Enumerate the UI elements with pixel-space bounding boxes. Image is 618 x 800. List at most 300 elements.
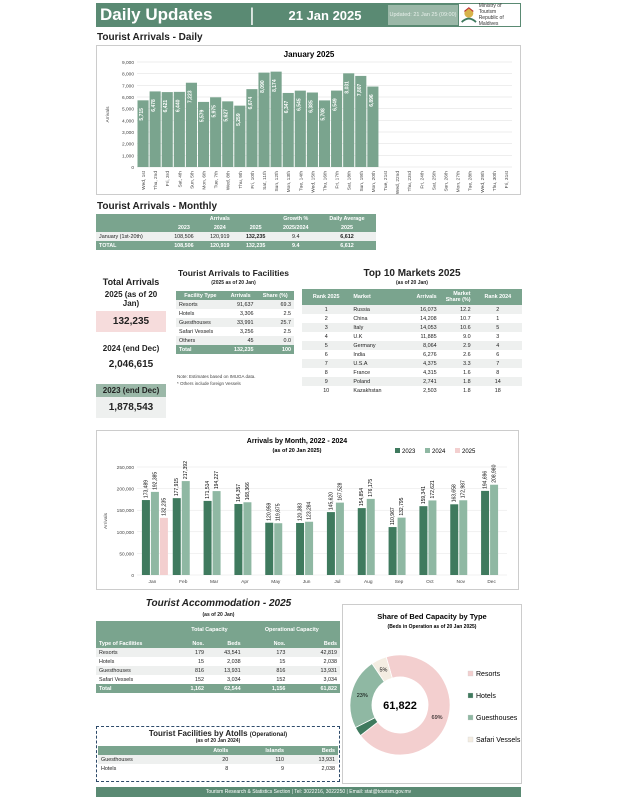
cell: Others [176, 336, 225, 345]
pie-slice-label: 69% [431, 715, 443, 722]
cell: 4 [474, 341, 522, 350]
facilities-subtitle: (2025 as of 20 Jan) [211, 280, 256, 286]
table-total-row [176, 345, 294, 354]
cell: Kazakhstan [353, 387, 382, 394]
cell: U.K [353, 333, 363, 340]
cell: 2 [324, 315, 328, 322]
month-bar [305, 522, 313, 575]
pie-title: Share of Bed Capacity by Type [377, 612, 487, 621]
x-tick-label: Nov [456, 580, 466, 585]
atolls-table [98, 746, 338, 773]
cell: 2.5 [283, 310, 291, 317]
th: Arrivals [401, 289, 440, 305]
cell: 2.5 [283, 328, 291, 335]
monthly-h-daily: Daily Average [318, 214, 376, 223]
y-tick-label: 4,000 [121, 119, 134, 125]
cell: 33,991 [225, 318, 257, 327]
x-tick-label: Tue, 14th [299, 171, 305, 192]
x-tick-label: Thu, 16th [323, 171, 329, 192]
markets-subtitle: (as of 20 Jan) [396, 280, 428, 286]
x-tick-label: Mon, 6th [202, 171, 208, 190]
cell: 9.0 [463, 333, 471, 340]
month-bar [327, 512, 335, 575]
cell: Hotels [179, 310, 195, 317]
cell: 110 [231, 755, 287, 764]
legend-label: 2025 [462, 449, 476, 455]
daily-bar-label: 6,549 [332, 98, 339, 111]
th: Market [350, 289, 401, 305]
daily-bar-label: 6,545 [296, 98, 303, 111]
table-row [176, 327, 294, 336]
th: Facility Type [176, 291, 225, 300]
ministry-logo-box [459, 4, 520, 26]
daily-bar-label: 5,715 [139, 108, 146, 121]
cell: 6,612 [318, 241, 376, 250]
cell: January (1st-20th) [96, 232, 166, 241]
month-bar [173, 498, 181, 575]
x-tick-label: Fri, 17th [335, 171, 341, 189]
bed-capacity-pie-chart [343, 605, 521, 783]
cell: 9 [280, 765, 284, 772]
cell: India [353, 351, 366, 358]
table-row [302, 323, 522, 332]
cell: 1 [496, 315, 500, 322]
accommodation-table [96, 621, 340, 693]
x-tick-label: Thu, 9th [238, 171, 244, 189]
x-tick-label: Sun, 26th [444, 171, 450, 192]
th [98, 746, 184, 755]
x-tick-label: Sat, 4th [178, 171, 184, 188]
month-bar-label: 168,366 [244, 482, 251, 501]
cell: 7 [302, 359, 350, 368]
cell: 15 [279, 658, 286, 665]
legend-swatch [468, 671, 473, 676]
arrivals-by-month-chart [97, 431, 518, 589]
daily-chart-frame [96, 45, 521, 195]
x-tick-label: Apr [241, 580, 249, 585]
cell: 6,612 [318, 232, 376, 241]
cell: 8 [324, 369, 328, 376]
daily-bar-label: 5,975 [211, 105, 218, 118]
cell: 816 [244, 666, 289, 675]
cell: Safari Vessels [99, 676, 134, 683]
x-tick-label: Aug [363, 580, 373, 585]
report-date: 21 Jan 2025 [288, 7, 362, 23]
th: Islands [231, 746, 287, 755]
table-row [302, 341, 522, 350]
monthly-table [96, 214, 376, 250]
y-axis-label: Arrivals [104, 513, 109, 529]
cell: Guesthouses [176, 318, 225, 327]
month-bar [151, 492, 159, 575]
x-tick-label: Thu, 30th [492, 171, 498, 192]
cell: 8 [225, 765, 229, 772]
cell: 108,506 [166, 241, 202, 250]
y-tick-label: 250,000 [116, 466, 134, 471]
month-bar-label: 123,284 [306, 501, 313, 520]
total-arrivals-panel [96, 277, 166, 418]
th: Nos. [244, 639, 289, 648]
month-bar [481, 491, 489, 575]
ministry-name: Ministry of Tourism [478, 3, 502, 15]
cell: 5 [474, 323, 522, 332]
cell: 6 [496, 351, 500, 358]
table-row [302, 332, 522, 341]
cell: 9 [302, 377, 350, 386]
cell: 2,038 [323, 658, 337, 665]
table-row [176, 300, 294, 309]
bed-share-frame [342, 604, 522, 784]
x-tick-label: Jul [334, 580, 341, 585]
y-tick-label: 1,000 [121, 154, 134, 160]
markets-table [302, 289, 522, 395]
facilities-note: Note: Estimates based on IMUGA data. [177, 374, 256, 379]
th: Atolls [184, 746, 232, 755]
monthly-h-da: 2025 [318, 223, 376, 232]
th: Beds [207, 639, 244, 648]
daily-bar-label: 8,031 [344, 81, 351, 94]
x-tick-label: Wed, 1st [142, 171, 148, 190]
x-tick-label: Wed, 8th [226, 171, 232, 191]
cell: 3.3 [440, 359, 474, 368]
legend-label: Safari Vessels [476, 737, 521, 744]
x-tick-label: Feb [179, 580, 188, 585]
daily-bar-label: 8,090 [260, 80, 267, 93]
th: Share (%) [256, 291, 294, 300]
x-tick-label: Mar [209, 580, 219, 585]
monthly-chart-subtitle: (as of 20 Jan 2025) [272, 448, 322, 454]
month-bar-label: 119,875 [275, 503, 282, 522]
daily-bar-label: 6,347 [284, 100, 291, 114]
y-tick-label: 2,000 [121, 142, 134, 148]
atolls-title: Tourist Facilities by Atolls [148, 729, 248, 738]
table-row [96, 657, 340, 666]
th: Operational Capacity [244, 621, 340, 639]
pie-subtitle: (Beds in Operation as of 20 Jan 2025) [387, 624, 477, 630]
page-title: Daily Updates [100, 5, 213, 24]
monthly-chart-title: Arrivals by Month, 2022 - 2024 [246, 438, 348, 445]
table-row [302, 368, 522, 377]
facilities-title: Tourist Arrivals to Facilities [177, 268, 289, 278]
month-bar [213, 491, 221, 575]
cell: 13,931 [288, 666, 340, 675]
month-bar-label: 110,967 [390, 507, 397, 526]
facilities-table [176, 291, 294, 354]
x-tick-label: Tue, 28th [468, 171, 474, 192]
legend-label: 2023 [402, 449, 416, 455]
table-row [96, 666, 340, 675]
daily-section-title: Tourist Arrivals - Daily [97, 32, 203, 43]
month-bar-label: 145,620 [328, 492, 335, 511]
month-bar-label: 171,514 [205, 480, 212, 499]
month-bar-label: 167,528 [337, 482, 344, 501]
cell: 3,034 [323, 676, 337, 683]
y-tick-label: 8,000 [121, 72, 134, 78]
y-tick-label: 150,000 [116, 509, 134, 515]
cell: 3,306 [239, 310, 254, 317]
daily-bar-label: 5,627 [223, 109, 230, 122]
x-tick-label: Sep [394, 580, 404, 585]
value-2024: 2,046,615 [108, 359, 154, 370]
table-row [302, 350, 522, 359]
month-bar-label: 154,854 [359, 488, 366, 507]
cell: 2,741 [401, 377, 440, 386]
x-tick-label: Wed, 29th [480, 171, 486, 193]
cell: Hotels [101, 765, 117, 772]
x-tick-label: Jun [302, 580, 311, 585]
accommodation-title: Tourist Accommodation - 2025 [145, 598, 292, 609]
value-2025: 132,235 [96, 311, 166, 332]
x-tick-label: Fri, 31st [504, 171, 510, 189]
table-row [302, 359, 522, 368]
cell: 9.4 [274, 241, 318, 250]
cell: 132,235 [225, 345, 257, 354]
cell: Resorts [176, 300, 225, 309]
monthly-section-title: Tourist Arrivals - Monthly [97, 201, 218, 212]
cell: Guesthouses [98, 755, 184, 764]
month-bar-label: 120,383 [297, 502, 304, 521]
monthly-h-2025: 2025 [238, 223, 274, 232]
cell: Poland [350, 377, 401, 386]
x-tick-label: Sat, 25th [432, 171, 438, 191]
pie-center-value: 61,822 [383, 700, 417, 712]
month-bar-label: 217,392 [183, 461, 190, 480]
month-bar [182, 481, 190, 575]
x-tick-label: Thu, 23rd [408, 171, 414, 192]
cell: 4 [324, 333, 328, 340]
daily-bar-label: 7,223 [187, 90, 194, 103]
daily-arrivals-chart [97, 46, 520, 194]
month-bar-label: 192,385 [152, 471, 159, 490]
table-total-row [96, 684, 340, 693]
month-bar [296, 523, 304, 575]
cell: 2.9 [440, 341, 474, 350]
cell: 43,541 [207, 648, 244, 657]
month-bar-label: 173,489 [143, 479, 150, 499]
monthly-h-growth: Growth % [274, 214, 318, 223]
daily-bar-label: 5,708 [320, 108, 327, 121]
cell: TOTAL [96, 241, 166, 250]
x-tick-label: Dec [487, 580, 496, 585]
cell: Safari Vessels [179, 328, 214, 335]
title-separator: | [249, 4, 255, 25]
value-2023: 1,878,543 [96, 397, 166, 418]
legend-swatch [395, 448, 400, 453]
month-bar-label: 194,696 [482, 470, 489, 489]
monthly-chart-frame [96, 430, 519, 590]
x-tick-label: Mon, 13th [287, 171, 293, 193]
cell: 25.7 [256, 318, 294, 327]
daily-bar-label: 6,385 [308, 100, 315, 113]
facilities-note-others: * Others include foreign Vessels [177, 381, 241, 386]
legend-swatch [468, 693, 473, 698]
month-bar [243, 502, 251, 575]
x-tick-label: Sat, 11th [263, 171, 269, 190]
cell: 1.8 [463, 387, 471, 394]
monthly-h-gr: 2025/2024 [274, 223, 318, 232]
daily-bar-label: 5,579 [199, 109, 206, 123]
monthly-h-2024: 2024 [202, 223, 238, 232]
legend-label: Resorts [476, 671, 501, 678]
cell: 2,503 [423, 387, 437, 394]
cell: 14 [474, 377, 522, 386]
cell: 15 [198, 658, 205, 665]
cell: 13,931 [207, 666, 244, 675]
cell: 2,038 [227, 658, 241, 665]
y-tick-label: 100,000 [116, 530, 134, 536]
cell: 152 [195, 676, 205, 683]
month-bar [265, 523, 273, 575]
y-tick-label: 6,000 [121, 96, 134, 101]
cell: Russia [350, 305, 401, 314]
table-row [96, 232, 376, 241]
month-bar [274, 523, 282, 575]
month-bar-label: 172,621 [429, 480, 436, 499]
month-bar [428, 500, 436, 575]
y-tick-label: 7,000 [121, 84, 134, 90]
x-tick-label: Tue, 21st [383, 171, 389, 191]
th: Beds [288, 639, 340, 648]
daily-bar-label: 5,259 [235, 113, 242, 126]
cell: 8 [496, 369, 500, 376]
th: Rank 2024 [474, 289, 522, 305]
cell: 10.7 [460, 315, 471, 322]
cell: 5 [302, 341, 350, 350]
cell: 14,053 [401, 323, 440, 332]
th: Arrivals [225, 291, 257, 300]
x-tick-label: Sat, 18th [347, 171, 353, 191]
y-tick-label: 50,000 [119, 552, 134, 558]
x-tick-label: Mon, 20th [371, 171, 377, 193]
cell: 152 [276, 676, 286, 683]
month-bar-label: 164,357 [235, 483, 242, 502]
x-tick-label: Fri, 10th [250, 171, 256, 189]
month-bar-label: 132,235 [161, 497, 168, 516]
cell: 4,315 [423, 369, 437, 376]
daily-bar-label: 6,440 [175, 99, 182, 113]
month-bar-label: 120,959 [266, 502, 273, 521]
x-tick-label: Mon, 27th [456, 171, 462, 193]
y-tick-label: 3,000 [121, 131, 134, 136]
daily-bar-label: 7,807 [356, 83, 363, 97]
month-bar [358, 508, 366, 575]
cell: 120,919 [202, 241, 238, 250]
cell: 2.6 [463, 351, 471, 358]
x-tick-label: Fri, 24th [420, 171, 426, 189]
cell: 20 [184, 755, 232, 764]
month-bar-label: 163,658 [451, 484, 458, 503]
legend-swatch [425, 448, 430, 453]
th: Nos. [175, 639, 207, 648]
cell: 3,256 [239, 328, 254, 335]
cell: 2,038 [321, 765, 335, 772]
cell: U.S.A [350, 359, 401, 368]
cell: 132,235 [238, 232, 274, 241]
cell: 69.3 [256, 300, 294, 309]
legend-swatch [468, 737, 473, 742]
cell: 91,637 [225, 300, 257, 309]
cell: 3 [496, 333, 500, 340]
atolls-subtitle: (as of 20 Jan 2024) [195, 738, 241, 744]
table-row [98, 755, 338, 764]
x-tick-label: Sun, 12th [275, 171, 281, 192]
accommodation-subtitle: (as of 20 Jan) [202, 612, 235, 618]
ministry-emblem-icon [459, 5, 479, 25]
y-tick-label: 0 [131, 166, 134, 171]
cell: 4,375 [401, 359, 440, 368]
legend-swatch [468, 715, 473, 720]
month-bar [204, 501, 212, 575]
month-bar-label: 208,980 [491, 464, 498, 483]
month-bar-label: 176,175 [368, 478, 375, 497]
cell: 8,064 [401, 341, 440, 350]
table-row [98, 764, 338, 773]
atolls-title-row [97, 729, 339, 738]
month-bar [398, 518, 406, 575]
daily-bar-label: 8,174 [272, 79, 279, 92]
table-row [302, 377, 522, 386]
cell: 120,919 [202, 232, 238, 241]
cell: 6,276 [423, 351, 437, 358]
cell: 13,931 [287, 755, 338, 764]
x-tick-label: Thu, 2nd [154, 171, 160, 190]
cell: 1 [302, 305, 350, 314]
th: Total Capacity [175, 621, 243, 639]
atolls-title-suffix: (Operational) [249, 732, 288, 738]
cell: France [353, 369, 371, 376]
y-tick-label: 200,000 [116, 487, 134, 493]
footer: Tourism Research & Statistics Section | Tel: 3022216, 3022250 | Email: stat@tourism.gov.mv [96, 787, 521, 797]
month-bar-label: 194,227 [214, 471, 221, 490]
cell: 1,156 [244, 684, 289, 693]
legend-swatch [455, 448, 460, 453]
month-bar [419, 506, 427, 575]
cell: Italy [350, 323, 401, 332]
y-tick-label: 5,000 [121, 107, 134, 113]
header-bar [96, 3, 521, 27]
y-tick-label: 9,000 [121, 61, 134, 66]
label-2025: 2025 (as of 20 Jan) [104, 290, 158, 308]
cell: 10 [323, 387, 330, 394]
y-axis-label: Arrivals [106, 106, 111, 123]
month-bar [234, 504, 242, 575]
cell: 1.6 [463, 369, 471, 376]
cell: 16,073 [401, 305, 440, 314]
x-tick-label: Oct [426, 580, 434, 585]
cell: Total [176, 345, 225, 354]
month-bar [336, 503, 344, 575]
cell: 1.8 [440, 377, 474, 386]
legend-label: 2024 [432, 449, 446, 455]
daily-bar-label: 6,478 [151, 99, 158, 112]
cell: 3,034 [227, 676, 241, 683]
daily-bar-label: 6,674 [247, 96, 254, 110]
table-row [96, 675, 340, 684]
cell: 179 [175, 648, 207, 657]
month-bar [389, 527, 397, 575]
cell: 0.0 [256, 336, 294, 345]
cell: 61,822 [288, 684, 340, 693]
cell: 11,885 [420, 333, 437, 340]
table-row [302, 314, 522, 323]
cell: Total [96, 684, 175, 693]
cell: 173 [244, 648, 289, 657]
cell: Germany [350, 341, 401, 350]
cell: 132,235 [238, 241, 274, 250]
cell: 100 [256, 345, 294, 354]
x-tick-label: Tue, 7th [214, 171, 220, 189]
cell: 3 [302, 323, 350, 332]
